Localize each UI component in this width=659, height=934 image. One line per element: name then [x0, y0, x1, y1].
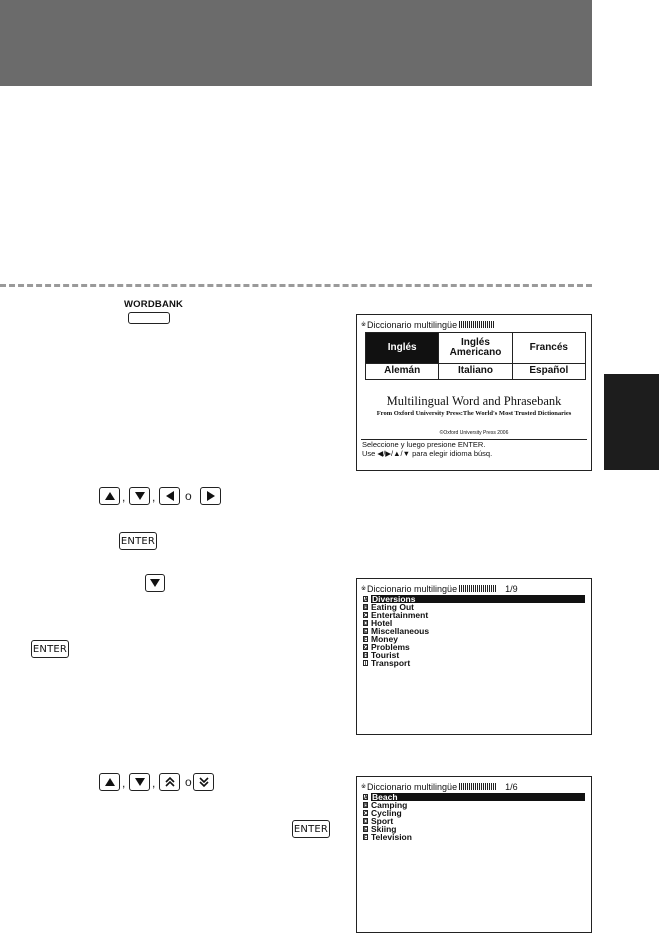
list-item-label: Television [371, 832, 412, 842]
list-item-label: Miscellaneous [371, 626, 430, 636]
list-item-label: Cycling [371, 808, 402, 818]
list-index: H [364, 653, 368, 659]
screen-title-bar: ※ Diccionario multilingüe 1/9 [361, 583, 518, 594]
left-arrow-key[interactable] [159, 487, 180, 505]
list-item-label: Problems [371, 642, 410, 652]
list-index: B [364, 605, 368, 611]
language-option-frances[interactable]: Francés [512, 333, 585, 364]
list-index: G [364, 645, 368, 651]
down-arrow-icon [134, 491, 146, 501]
list-index: D [364, 621, 368, 627]
down-arrow-icon [134, 777, 146, 787]
dashed-divider [0, 284, 592, 287]
right-arrow-key[interactable] [200, 487, 221, 505]
page-counter: 1/9 [505, 583, 518, 594]
list-item[interactable] [363, 659, 585, 667]
list-item-label: Sport [371, 816, 394, 826]
separator-or: o [185, 775, 192, 789]
up-arrow-key[interactable] [99, 487, 120, 505]
screen-title-bar: ※ Diccionario multilingüe 1/6 [361, 781, 518, 792]
list-item-label: Hotel [371, 618, 393, 628]
list-index: A [364, 597, 368, 603]
list-index: F [364, 637, 368, 643]
instruction-line-2: Use ◀/▶/▲/▼ para elegir idioma búsq. [362, 449, 493, 458]
list-item-label: Eating Out [371, 602, 414, 612]
separator-comma: , [152, 490, 156, 504]
screen-language-select [356, 314, 592, 471]
language-option-aleman[interactable]: Alemán [366, 363, 439, 379]
down-arrow-key[interactable] [129, 487, 150, 505]
list-item[interactable] [363, 611, 585, 619]
right-arrow-icon [206, 490, 216, 502]
list-index: C [364, 811, 368, 817]
page-down-key[interactable] [193, 773, 214, 791]
list-index: D [364, 819, 368, 825]
wordbank-key[interactable] [128, 312, 170, 324]
language-option-italiano[interactable]: Italiano [439, 363, 512, 379]
separator-comma: , [122, 776, 126, 790]
subcategory-list [363, 793, 585, 841]
enter-key[interactable]: ENTER [292, 820, 330, 838]
up-arrow-icon [104, 777, 116, 787]
left-arrow-icon [165, 490, 175, 502]
screen-category-list [356, 578, 592, 735]
separator-comma: , [122, 490, 126, 504]
list-item-label: Entertainment [371, 610, 429, 620]
language-label: Inglés Americano [449, 336, 502, 358]
language-option-ingles-americano[interactable] [439, 333, 512, 364]
header-band [0, 0, 592, 86]
language-option-espanol[interactable]: Español [512, 363, 585, 379]
list-index: C [364, 613, 368, 619]
separator-or: o [185, 489, 192, 503]
down-arrow-key[interactable] [145, 574, 165, 592]
up-arrow-icon [104, 491, 116, 501]
screen-title-bar: ※ Diccionario multilingüe [361, 318, 587, 331]
page-counter: 1/6 [505, 781, 518, 792]
banner-title: Multilingual Word and Phrasebank [386, 394, 562, 408]
instruction-line-1: Seleccione y luego presione ENTER. [362, 440, 486, 449]
list-index: B [364, 803, 368, 809]
list-item-label: Tourist [371, 650, 400, 660]
list-index: E [364, 827, 368, 833]
list-item-label: Money [371, 634, 398, 644]
page-up-key[interactable] [159, 773, 180, 791]
list-index: A [364, 795, 368, 801]
list-index: F [364, 835, 368, 841]
banner-subtitle: From Oxford University Press:The World's Most Trusted Dictionaries [376, 410, 572, 417]
side-tab [604, 374, 659, 470]
list-item-label: Camping [371, 800, 408, 810]
list-item-label: Transport [371, 658, 411, 668]
page-down-icon [198, 776, 210, 788]
screen-title: Diccionario multilingüe [367, 583, 458, 594]
screen-subcategory-list [356, 776, 592, 933]
list-item[interactable] [363, 833, 585, 841]
down-arrow-icon [149, 578, 161, 588]
list-item-label: Beach [371, 793, 585, 801]
language-grid [365, 332, 586, 380]
list-index: I [364, 661, 367, 667]
copyright-text: ©Oxford University Press 2006 [439, 430, 509, 436]
category-list [363, 595, 585, 667]
up-arrow-key[interactable] [99, 773, 120, 791]
list-index: E [364, 629, 368, 635]
language-option-ingles[interactable]: Inglés [366, 333, 439, 364]
page-up-icon [164, 776, 176, 788]
down-arrow-key[interactable] [129, 773, 150, 791]
wordbank-key-label: WORDBANK [124, 299, 184, 310]
list-item-label: Skiing [371, 824, 397, 834]
enter-key[interactable]: ENTER [31, 640, 69, 658]
enter-key[interactable]: ENTER [119, 532, 157, 550]
screen-title: Diccionario multilingüe [367, 781, 458, 792]
list-item[interactable] [363, 809, 585, 817]
list-item-label: Diversions [371, 595, 585, 603]
separator-comma: , [152, 776, 156, 790]
instructions [362, 440, 492, 458]
screen-title: Diccionario multilingüe [367, 319, 458, 330]
